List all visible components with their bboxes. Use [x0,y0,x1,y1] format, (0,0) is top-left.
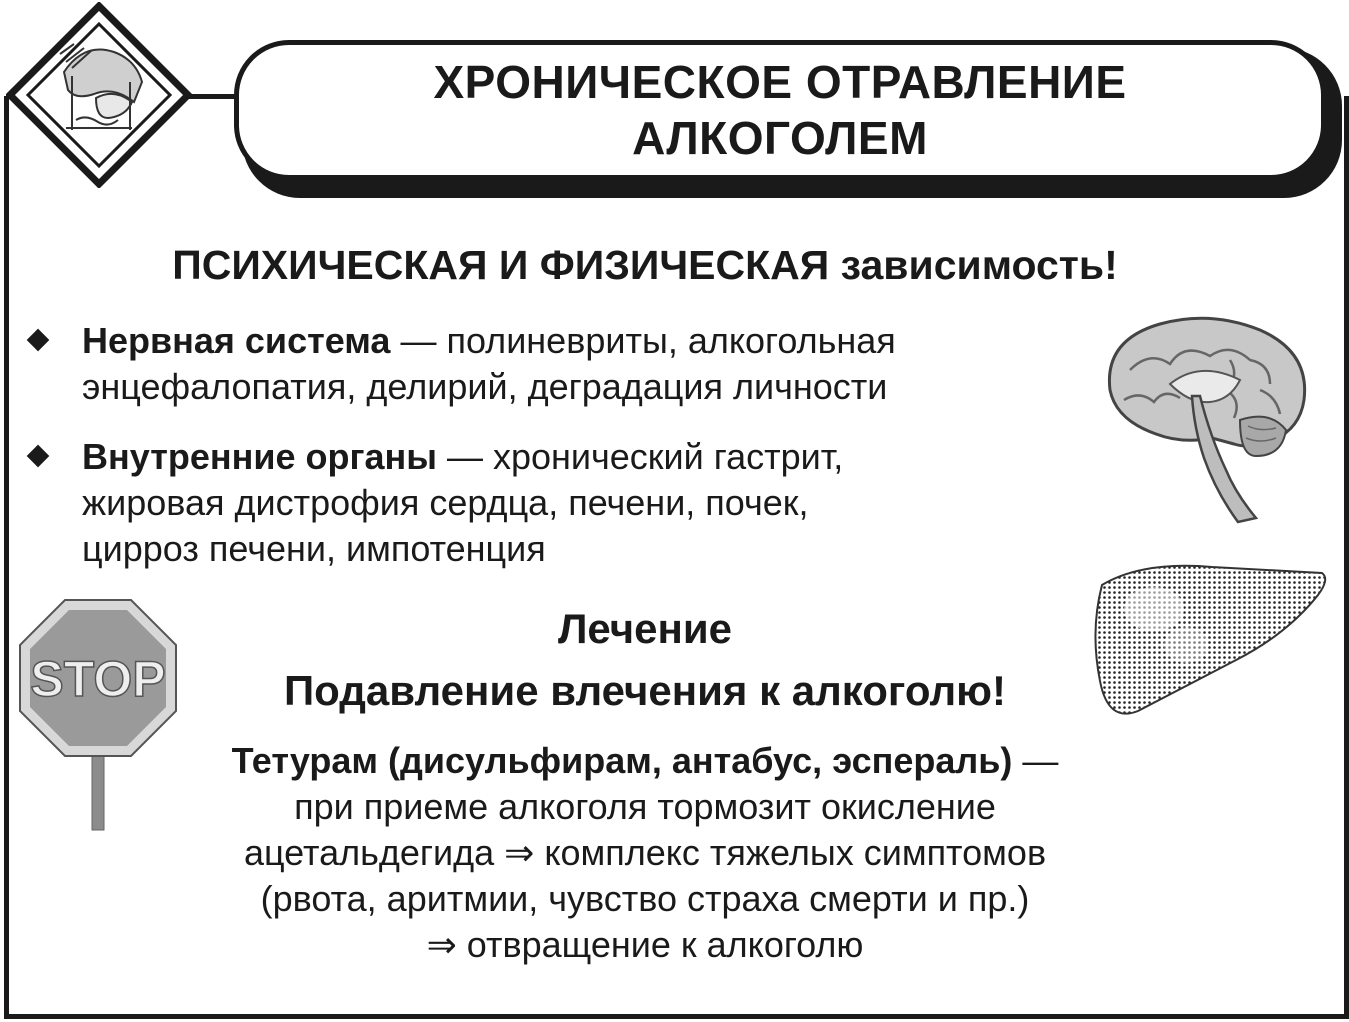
teturam-line: при приеме алкоголя тормозит окисление [294,786,996,827]
bullet-text [82,318,896,410]
teturam-dash: — [1012,740,1059,781]
bullet-line: — хронический гастрит, [436,436,844,477]
teturam-line: (рвота, аритмии, чувство страха смерти и пр.) [260,878,1030,919]
stop-sign-text: STOP [30,651,166,707]
teturam-head: Тетурам (дисульфирам, антабус, эспераль) [231,740,1013,781]
teturam-line: ацетальдегида ⇒ комплекс тяжелых симптомов [243,832,1047,873]
treatment-block [190,598,1100,722]
bullet-line: энцефалопатия, делирий, деградация личности [82,366,888,407]
bullet-text [82,434,843,572]
logo-connector [186,94,238,99]
bullet-internal-organs [30,434,1090,574]
teturam-line: ⇒ отвращение к алкоголю [426,924,864,965]
bullet-diamond-icon [27,445,50,468]
teturam-block [130,738,1160,968]
dependence-rest: зависимость! [840,242,1118,288]
dependence-caps: ПСИХИЧЕСКАЯ И ФИЗИЧЕСКАЯ [172,242,830,288]
bullet-nervous-system [30,318,1090,418]
dependence-heading [0,238,1290,292]
title-line-2: АЛКОГОЛЕМ [632,112,928,164]
diamond-logo-icon [6,2,192,188]
page-title [234,40,1326,180]
liver-icon [1082,555,1332,735]
bullet-line: — полиневриты, алкогольная [390,320,896,361]
bullet-head: Нервная система [82,320,391,361]
bullet-line: цирроз печени, импотенция [82,528,546,569]
bullet-head: Внутренние органы [82,436,437,477]
title-line-1: ХРОНИЧЕСКОЕ ОТРАВЛЕНИЕ [433,56,1127,108]
brain-icon [1090,300,1320,530]
bullet-diamond-icon [27,329,50,352]
treatment-heading: Лечение [557,605,733,652]
treatment-subheading: Подавление влечения к алкоголю! [283,667,1007,714]
bullet-line: жировая дистрофия сердца, печени, почек, [82,482,809,523]
